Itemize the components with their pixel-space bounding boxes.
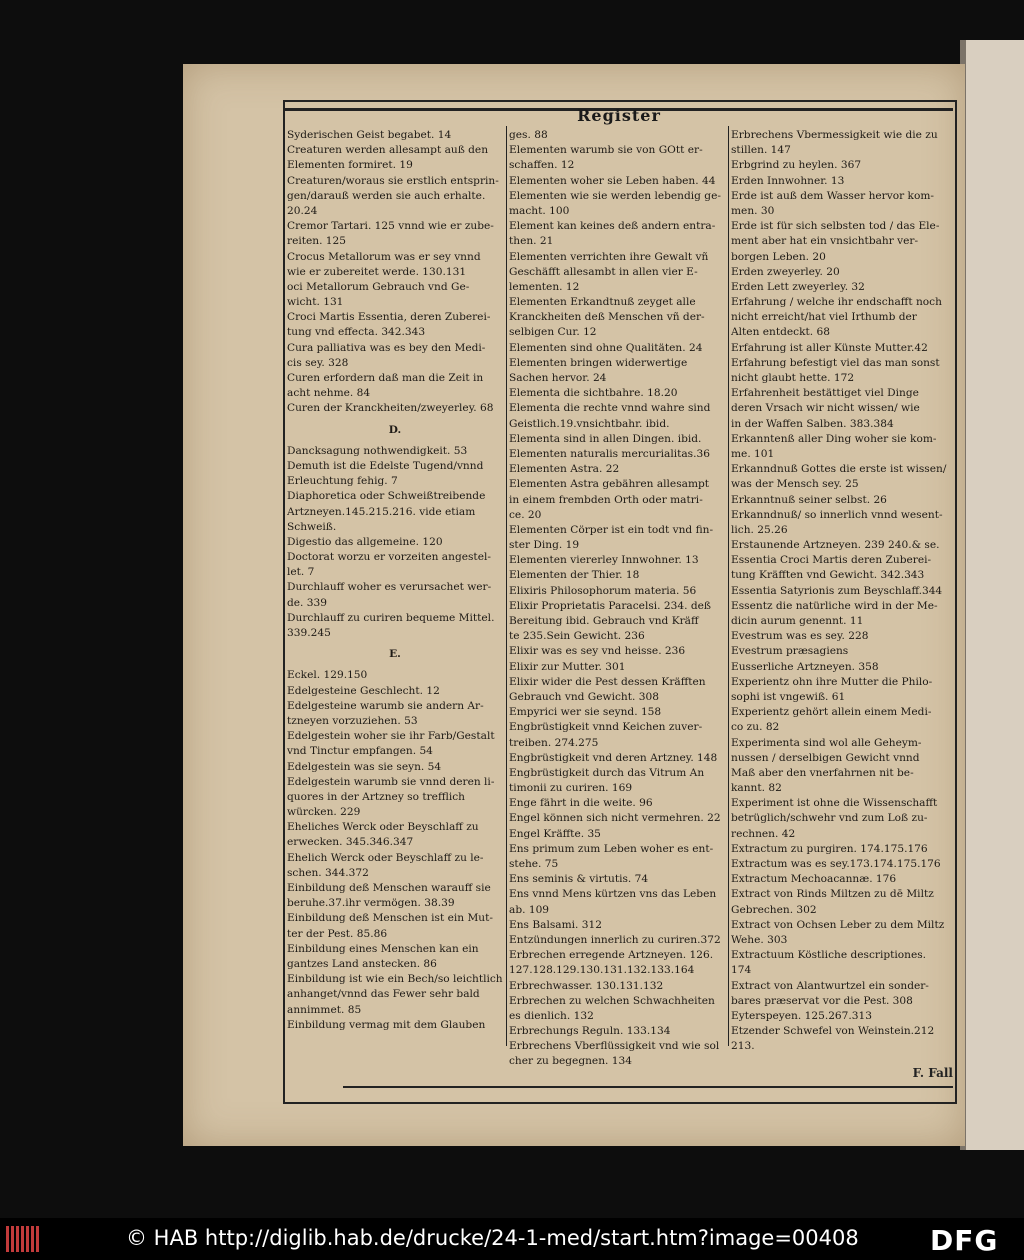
index-entry: Essentz die natürliche wird in der Me-	[731, 599, 938, 612]
index-entry: Bereitung ibid. Gebrauch vnd Kräff	[509, 615, 699, 627]
index-entry: Edelgesteine warumb sie andern Ar-	[287, 699, 484, 712]
column-divider	[728, 126, 729, 1046]
index-entry: Gebrauch vnd Gewicht. 308	[509, 690, 659, 703]
index-entry: nussen / derselbigen Gewicht vnnd	[731, 751, 920, 764]
index-entry: Schweiß.	[287, 520, 337, 533]
index-entry: Extract von Ochsen Leber zu dem Miltz	[731, 918, 945, 931]
index-entry: sophi ist vngewiß. 61	[731, 690, 846, 703]
index-entry: Edelgestein woher sie ihr Farb/Gestalt	[287, 730, 495, 743]
index-entry: 20.24	[287, 204, 318, 217]
index-entry: Eckel. 129.150	[287, 669, 368, 682]
index-entry: Elementa sind in allen Dingen. ibid.	[509, 432, 702, 445]
section-letter: E.	[389, 648, 401, 661]
index-entry: stehe. 75	[509, 858, 559, 870]
index-entry: te 235.Sein Gewicht. 236	[509, 630, 645, 643]
index-entry: Durchlauff woher es verursachet wer-	[287, 581, 492, 594]
index-entry: Erden Innwohner. 13	[731, 174, 845, 187]
index-entry: lementen. 12	[509, 280, 580, 293]
dfg-logo: DFG	[930, 1224, 999, 1257]
index-entry: Experientz gehört allein einem Medi-	[731, 706, 932, 719]
index-entry: Erbrechens Vbermessigkeit wie die zu	[731, 129, 938, 141]
index-entry: Erkanndnuß/ so innerlich vnnd wesent-	[731, 508, 943, 521]
index-entry: Erfahrung befestigt viel das man sonst	[731, 356, 940, 369]
index-entry: Elementen warumb sie von GOtt er-	[509, 144, 703, 157]
index-entry: Ehelich Werck oder Beyschlaff zu le-	[287, 851, 484, 864]
index-entry: Etzender Schwefel von Weinstein.212	[731, 1025, 935, 1038]
index-entry: Element kan keines deß andern entra-	[509, 220, 716, 233]
index-entry: beruhe.37.ihr vermögen. 38.39	[287, 897, 455, 910]
index-entry: Elementen wie sie werden lebendig ge-	[509, 189, 721, 202]
index-entry: Einbildung eines Menschen kan ein	[287, 942, 479, 955]
index-entry: Kranckheiten deß Menschen vñ der-	[509, 311, 705, 324]
index-entry: Elementen verrichten ihre Gewalt vñ	[509, 250, 709, 263]
index-entry: anhanget/vnnd das Fewer sehr bald	[287, 988, 480, 1001]
index-entry: Eyterspeyen. 125.267.313	[731, 1009, 873, 1022]
index-entry: quores in der Artzney so trefflich	[287, 790, 466, 803]
index-entry: Erkanntnuß seiner selbst. 26	[731, 493, 887, 506]
index-entry: Elementa die rechte vnnd wahre sind	[509, 402, 711, 415]
index-entry: Cremor Tartari. 125 vnnd wie er zube-	[287, 220, 494, 233]
index-entry: tung vnd effecta. 342.343	[287, 326, 426, 339]
index-entry: ce. 20	[509, 508, 542, 521]
adjacent-page-edge	[966, 40, 1024, 1150]
index-entry: cher zu begegnen. 134	[509, 1055, 632, 1068]
index-entry: Curen der Kranckheiten/zweyerley. 68	[287, 402, 494, 415]
index-column-1	[287, 128, 503, 1033]
index-entry: Experimenta sind wol alle Geheym-	[731, 736, 922, 749]
index-entry: Extractuum Köstliche descriptiones.	[731, 949, 927, 962]
index-entry: Elementen formiret. 19	[287, 159, 413, 172]
index-entry: Einbildung deß Menschen ist ein Mut-	[287, 912, 493, 925]
index-entry: Wehe. 303	[731, 933, 788, 946]
index-entry: Evestrum was es sey. 228	[731, 630, 869, 643]
index-entry: Extract von Rinds Miltzen zu dē Miltz	[731, 888, 934, 901]
index-entry: timonii zu curiren. 169	[509, 782, 633, 795]
index-entry: Erbrechen erregende Artzneyen. 126.	[509, 949, 714, 962]
bottom-rule	[343, 1086, 953, 1088]
index-entry: Curen erfordern daß man die Zeit in	[287, 372, 484, 384]
index-entry: Erleuchtung fehig. 7	[287, 475, 398, 488]
index-entry: deren Vrsach wir nicht wissen/ wie	[731, 402, 920, 415]
index-entry: Erden zweyerley. 20	[731, 265, 840, 278]
index-entry: Ens Balsami. 312	[509, 918, 602, 931]
index-entry: Elementa die sichtbahre. 18.20	[509, 387, 678, 400]
index-entry: Ens vnnd Mens kürtzen vns das Leben	[509, 888, 717, 901]
index-entry: Elementen bringen widerwertige	[509, 356, 688, 369]
index-entry: tung Kräfften vnd Gewicht. 342.343	[731, 569, 925, 582]
hab-logo-icon	[6, 1226, 46, 1252]
index-entry: Elixir was es sey vnd heisse. 236	[509, 645, 686, 658]
index-entry: Alten entdeckt. 68	[731, 326, 830, 339]
index-entry: nicht erreicht/hat viel Irthumb der	[731, 311, 917, 324]
index-entry: Ens primum zum Leben woher es ent-	[509, 842, 714, 855]
index-entry: Dancksagung nothwendigkeit. 53	[287, 444, 468, 457]
index-entry: Empyrici wer sie seynd. 158	[509, 706, 662, 719]
index-entry: Elementen der Thier. 18	[509, 569, 640, 582]
index-entry: rechnen. 42	[731, 827, 796, 840]
index-entry: Geschäfft allesambt in allen vier E-	[509, 265, 698, 278]
index-entry: betrüglich/schwehr vnd zum Loß zu-	[731, 812, 928, 825]
index-entry: Gebrechen. 302	[731, 903, 817, 916]
index-entry: Elementen Erkandtnuß zeyget alle	[509, 296, 696, 309]
index-entry: Engbrüstigkeit durch das Vitrum An	[509, 766, 705, 779]
index-entry: Durchlauff zu curiren bequeme Mittel.	[287, 611, 495, 624]
copyright-url[interactable]: © HAB http://diglib.hab.de/drucke/24-1-med/start.htm?image=00408	[126, 1226, 859, 1250]
index-entry: erwecken. 345.346.347	[287, 836, 414, 849]
index-entry: Elementen Astra gebähren allesampt	[509, 478, 710, 491]
index-entry: Elixir Proprietatis Paracelsi. 234. deß	[509, 599, 711, 612]
index-entry: Croci Martis Essentia, deren Zuberei-	[287, 311, 491, 324]
index-entry: macht. 100	[509, 204, 570, 217]
index-entry: Maß aber den vnerfahrnen nit be-	[731, 766, 914, 779]
index-entry: Extract von Alantwurtzel ein sonder-	[731, 979, 929, 992]
index-entry: reiten. 125	[287, 235, 347, 248]
index-entry: schen. 344.372	[287, 866, 369, 879]
index-entry: Sachen hervor. 24	[509, 372, 607, 384]
index-entry: stillen. 147	[731, 144, 791, 157]
index-entry: Demuth ist die Edelste Tugend/vnnd	[287, 459, 484, 472]
index-entry: Evestrum præsagiens	[731, 645, 849, 658]
index-entry: Ens seminis & virtutis. 74	[509, 873, 649, 886]
index-entry: Erkanntenß aller Ding woher sie kom-	[731, 432, 937, 445]
index-entry: Diaphoretica oder Schweißtreibende	[287, 490, 486, 503]
index-entry: Elementen naturalis mercurialitas.36	[509, 447, 710, 460]
index-entry: Enge fährt in die weite. 96	[509, 797, 653, 810]
index-entry: es dienlich. 132	[509, 1009, 594, 1022]
index-column-3	[731, 128, 947, 1054]
index-entry: gantzes Land anstecken. 86	[287, 957, 437, 970]
index-entry: cis sey. 328	[287, 356, 349, 369]
index-entry: Erkanndnuß Gottes die erste ist wissen/	[731, 463, 947, 476]
index-entry: ab. 109	[509, 903, 550, 916]
index-entry: Erfahrenheit bestättiget viel Dinge	[731, 387, 919, 400]
index-entry: Entzündungen innerlich zu curiren.372	[509, 933, 721, 946]
index-entry: bares præservat vor die Pest. 308	[731, 994, 913, 1007]
index-entry: Einbildung ist wie ein Bech/so leichtlich	[287, 973, 503, 986]
book-page	[183, 64, 965, 1146]
index-entry: Engel Kräffte. 35	[509, 827, 601, 840]
index-entry: Creaturen/woraus sie erstlich entsprin-	[287, 174, 499, 187]
index-entry: 213.	[731, 1040, 755, 1053]
index-entry: Erde ist auß dem Wasser hervor kom-	[731, 189, 934, 202]
index-entry: Essentia Satyrionis zum Beyschlaff.344	[731, 584, 943, 597]
index-entry: ster Ding. 19	[509, 539, 580, 552]
index-entry: Experiment ist ohne die Wissenschafft	[731, 797, 938, 810]
index-entry: annimmet. 85	[287, 1003, 362, 1016]
index-entry: Eheliches Werck oder Beyschlaff zu	[287, 821, 479, 834]
index-entry: selbigen Cur. 12	[509, 326, 597, 339]
index-entry: Elementen Astra. 22	[509, 463, 620, 476]
index-entry: Erbrechen zu welchen Schwachheiten	[509, 994, 715, 1007]
index-entry: then. 21	[509, 235, 554, 248]
index-entry: Crocus Metallorum was er sey vnnd	[287, 250, 481, 263]
index-entry: Artzneyen.145.215.216. vide etiam	[287, 505, 476, 518]
index-entry: acht nehme. 84	[287, 387, 371, 400]
catchword: F. Fall	[912, 1066, 953, 1080]
index-entry: nicht glaubt hette. 172	[731, 372, 855, 384]
index-entry: Engel können sich nicht vermehren. 22	[509, 812, 721, 825]
index-entry: Elixir wider die Pest dessen Kräfften	[509, 675, 706, 688]
index-entry: men. 30	[731, 204, 775, 217]
index-entry: oci Metallorum Gebrauch vnd Ge-	[287, 280, 470, 293]
index-column-2	[509, 128, 725, 1070]
index-entry: Engbrüstigkeit vnd deren Artzney. 148	[509, 751, 718, 764]
index-entry: ges. 88	[509, 129, 548, 141]
index-entry: Erbgrind zu heylen. 367	[731, 159, 862, 172]
index-entry: Erde ist für sich selbsten tod / das Ele-	[731, 220, 940, 233]
index-entry: Essentia Croci Martis deren Zuberei-	[731, 554, 932, 567]
index-entry: Engbrüstigkeit vnnd Keichen zuver-	[509, 721, 703, 734]
index-entry: Einbildung vermag mit dem Glauben	[287, 1018, 486, 1031]
index-entry: wicht. 131	[287, 296, 344, 309]
index-entry: in der Waffen Salben. 383.384	[731, 417, 894, 430]
index-entry: Extractum zu purgiren. 174.175.176	[731, 842, 928, 855]
index-entry: kannt. 82	[731, 782, 782, 795]
index-entry: Elementen Cörper ist ein todt vnd fin-	[509, 523, 714, 536]
index-entry: Elixir zur Mutter. 301	[509, 660, 626, 673]
index-entry: borgen Leben. 20	[731, 250, 826, 263]
index-entry: Elementen sind ohne Qualitäten. 24	[509, 341, 703, 354]
index-entry: Elixiris Philosophorum materia. 56	[509, 584, 697, 597]
index-entry: Elementen woher sie Leben haben. 44	[509, 174, 716, 187]
index-entry: Edelgestein warumb sie vnnd deren li-	[287, 775, 495, 788]
index-entry: Elementen viererley Innwohner. 13	[509, 554, 699, 567]
index-entry: Doctorat worzu er vorzeiten angestel-	[287, 551, 491, 564]
index-entry: Erbrechwasser. 130.131.132	[509, 979, 664, 992]
index-entry: würcken. 229	[287, 806, 361, 819]
footer-bar	[0, 1218, 1024, 1260]
index-entry: Erden Lett zweyerley. 32	[731, 280, 865, 293]
index-entry: Erbrechens Vberflüssigkeit vnd wie sol	[509, 1040, 720, 1053]
index-entry: Eusserliche Artzneyen. 358	[731, 660, 879, 673]
index-entry: Edelgesteine Geschlecht. 12	[287, 684, 440, 697]
index-entry: Extractum was es sey.173.174.175.176	[731, 858, 941, 870]
index-entry: schaffen. 12	[509, 159, 575, 172]
index-entry: me. 101	[731, 447, 775, 460]
index-entry: Geistlich.19.vnsichtbahr. ibid.	[509, 417, 670, 430]
index-entry: in einem frembden Orth oder matri-	[509, 493, 703, 506]
index-entry: was der Mensch sey. 25	[731, 478, 859, 491]
index-entry: co zu. 82	[731, 721, 780, 734]
column-divider	[506, 126, 507, 1046]
index-entry: Cura palliativa was es bey den Medi-	[287, 341, 486, 354]
index-entry: ter der Pest. 85.86	[287, 927, 388, 940]
index-entry: 174	[731, 964, 752, 977]
index-entry: tzneyen vorzuziehen. 53	[287, 714, 418, 727]
index-entry: Erfahrung ist aller Künste Mutter.42	[731, 341, 928, 354]
index-entry: Experientz ohn ihre Mutter die Philo-	[731, 675, 933, 688]
index-entry: dicin aurum genennt. 11	[731, 615, 864, 627]
index-entry: Erfahrung / welche ihr endschafft noch	[731, 296, 942, 309]
index-entry: 127.128.129.130.131.132.133.164	[509, 964, 695, 977]
index-entry: let. 7	[287, 566, 315, 579]
index-entry: lich. 25.26	[731, 523, 788, 536]
index-entry: gen/darauß werden sie auch erhalte.	[287, 189, 486, 202]
index-entry: wie er zubereitet werde. 130.131	[287, 265, 467, 278]
index-entry: Edelgestein was sie seyn. 54	[287, 760, 442, 773]
index-entry: 339.245	[287, 627, 331, 639]
index-entry: Erbrechungs Reguln. 133.134	[509, 1025, 671, 1038]
index-entry: Digestio das allgemeine. 120	[287, 535, 443, 548]
index-entry: Extractum Mechoacannæ. 176	[731, 873, 897, 886]
section-letter: D.	[388, 423, 402, 436]
index-entry: Einbildung deß Menschen warauff sie	[287, 882, 491, 894]
index-entry: treiben. 274.275	[509, 736, 599, 749]
index-entry: Erstaunende Artzneyen. 239 240.& se.	[731, 539, 940, 552]
index-entry: Creaturen werden allesampt auß den	[287, 144, 489, 157]
index-entry: de. 339	[287, 596, 328, 609]
index-entry: ment aber hat ein vnsichtbahr ver-	[731, 235, 919, 248]
running-header: Register	[577, 106, 661, 125]
index-entry: Syderischen Geist begabet. 14	[287, 129, 452, 141]
index-entry: vnd Tinctur empfangen. 54	[287, 745, 433, 758]
